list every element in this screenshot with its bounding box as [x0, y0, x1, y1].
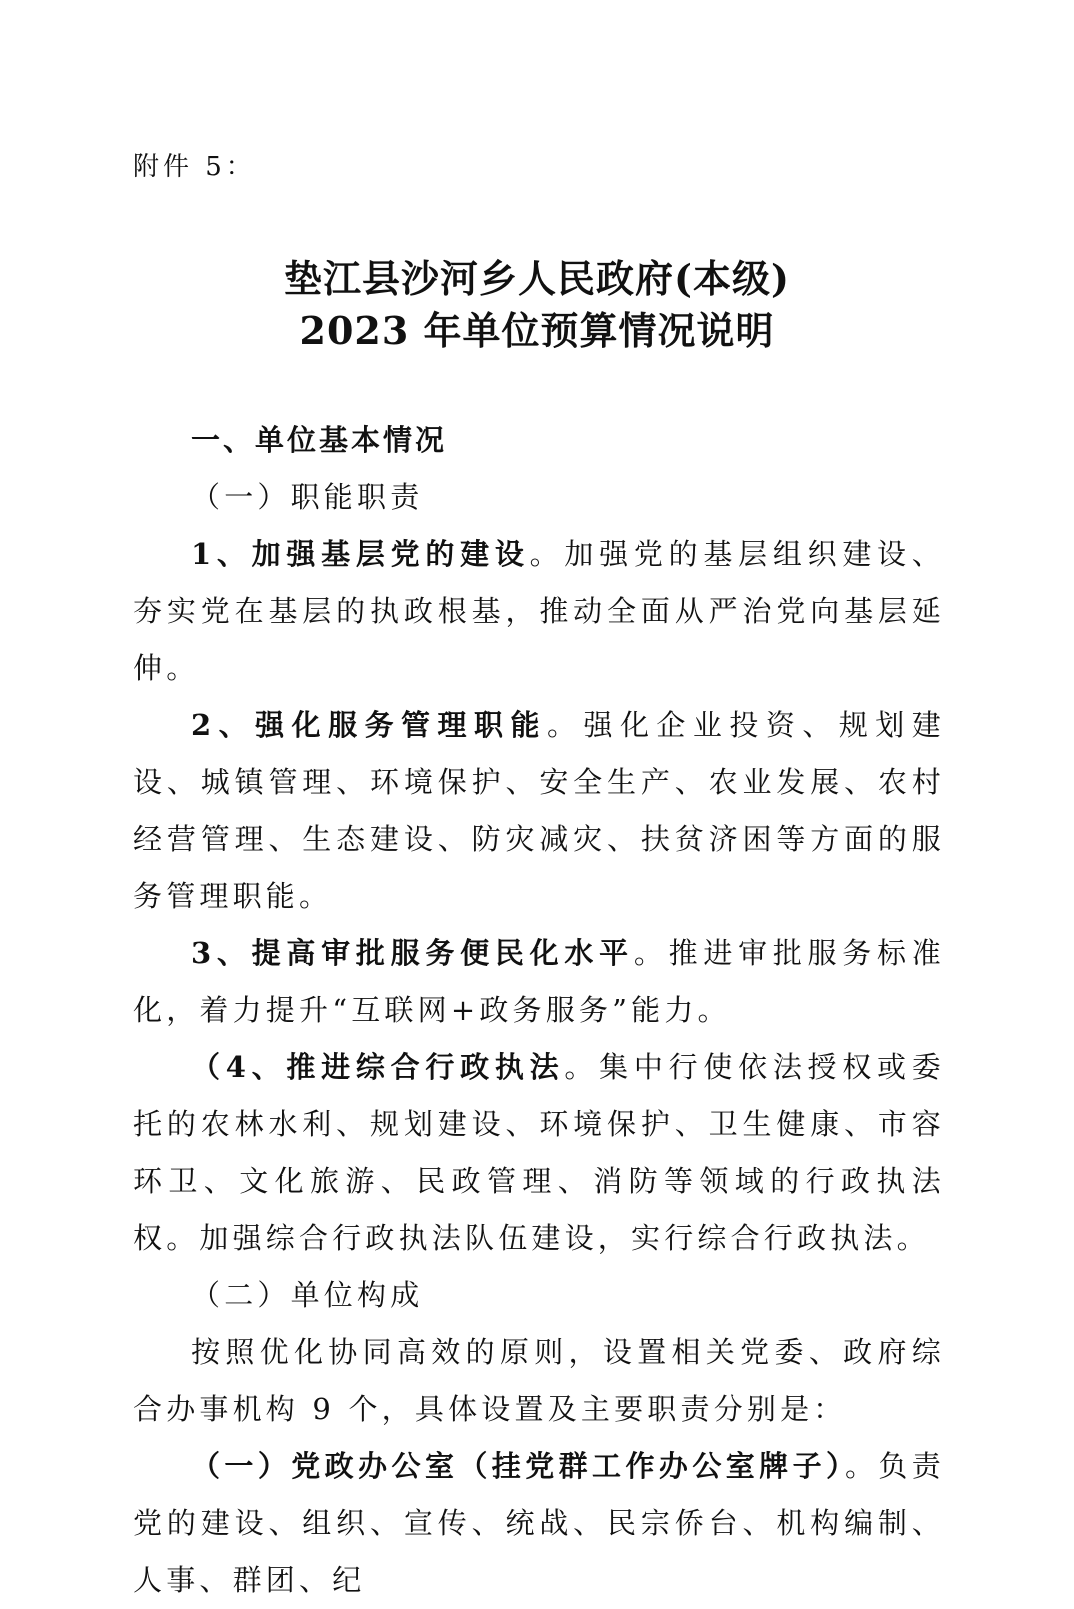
subheading-structure: （二）单位构成: [191, 1278, 424, 1312]
document-body: [133, 412, 945, 1609]
function-item-4-text: 。集中行使依法授权或委托的农林水利、规划建设、环境保护、卫生健康、市容环卫、文化旅游、民政管理、消防等领域的行政执法权。加强综合行政执法队伍建设，实行综合行政执法。: [133, 1050, 945, 1255]
function-item-1: [133, 526, 945, 697]
function-item-1-lead: 1、加强基层党的建设: [191, 537, 530, 571]
document-title-line-1: 垫江县沙河乡人民政府(本级): [284, 256, 790, 301]
function-item-3-text: 。推进审批服务标准化，着力提升“互联网+政务服务”能力。: [133, 936, 945, 1027]
function-item-3: [133, 925, 945, 1039]
office-item-1-text: 。负责党的建设、组织、宣传、统战、民宗侨台、机构编制、人事、群团、纪: [133, 1449, 945, 1597]
subheading-functions: （一）职能职责: [191, 480, 424, 514]
office-item-1-lead: （一）党政办公室（挂党群工作办公室牌子）: [191, 1449, 845, 1483]
document-title-line-2: 2023 年单位预算情况说明: [299, 308, 775, 353]
attachment-label: 附件 5：: [133, 152, 256, 182]
structure-paragraph: 按照优化协同高效的原则，设置相关党委、政府综合办事机构 9 个，具体设置及主要职责分别是：: [133, 1335, 945, 1426]
function-item-3-lead: 3、提高审批服务便民化水平: [191, 936, 634, 970]
function-item-1-text: 。加强党的基层组织建设、夯实党在基层的执政根基，推动全面从严治党向基层延伸。: [133, 537, 946, 685]
office-item-1: [133, 1438, 945, 1609]
function-item-4: [133, 1039, 945, 1267]
function-item-4-lead: （4、推进综合行政执法: [191, 1050, 565, 1084]
function-item-2-lead: 2、强化服务管理职能: [191, 708, 547, 742]
function-item-2-text: 。强化企业投资、规划建设、城镇管理、环境保护、安全生产、农业发展、农村经营管理、生态建设、防灾减灾、扶贫济困等方面的服务管理职能。: [133, 708, 945, 913]
section-heading-basic-info: 一、单位基本情况: [191, 423, 448, 457]
function-item-2: [133, 697, 945, 925]
